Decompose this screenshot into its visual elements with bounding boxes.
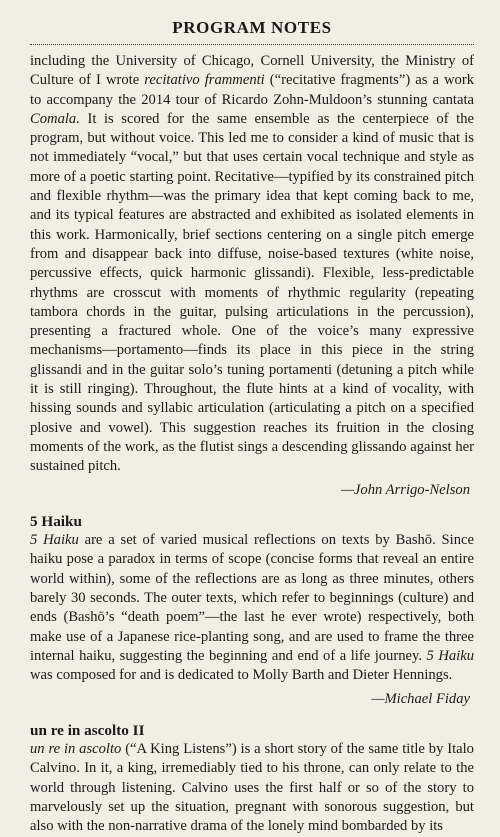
page-header: PROGRAM NOTES: [172, 18, 332, 37]
work-title-italic: 5 Haiku: [426, 647, 474, 664]
section-paragraph: [30, 531, 474, 685]
paragraph-text: including the University of Chicago, Cornell University, the Ministry of Culture of I wrote: [30, 53, 474, 89]
section-paragraph: [30, 740, 474, 836]
paragraph-text: are a set of varied musical reflections on texts by Bashō. Since haiku pose a paradox in terms of scope (concise forms that reveal an entire world within), some of the reflections are as long as three minutes, others barely 30 seconds. The outer texts, which refer to beginnings (culture) and ends (Bashō’s “death poem”—the last he ever wrote) respectively, both make use of a Japanese rice-planting song, and are used to frame the three internal haiku, suggesting the beginning and end of a life journey.: [30, 532, 474, 664]
header-divider: [30, 44, 474, 45]
paragraph-text: (“A King Listens”) is a short story of the same title by Italo Calvino. In it, a king, irremediably tied to his throne, can only relate to the world through listening. Calvino uses the first half or so of the story to marvelously set up the situation, pregnant with sonorous suggestion, but also with the non-narrative drama of the lonely mind bombarded by its: [30, 741, 474, 835]
author-signature: —Michael Fiday: [371, 690, 470, 707]
section-un-re-in-ascolto: [30, 721, 474, 837]
work-title-italic: un re in ascolto: [30, 741, 122, 758]
section-title: un re in ascolto II: [30, 721, 145, 739]
section-5-haiku: [30, 512, 474, 709]
work-title-italic: 5 Haiku: [30, 532, 79, 549]
section-recitativo-frammenti: [30, 52, 474, 500]
work-title-italic: recitativo frammenti: [144, 72, 265, 89]
paragraph-text: was composed for and is dedicated to Molly Barth and Dieter Hennings.: [30, 667, 453, 684]
section-paragraph: [30, 52, 474, 477]
section-title: 5 Haiku: [30, 512, 82, 530]
paragraph-text: (“recitative fragments”) as a work to accompany the 2014 tour of Ricardo Zohn-Muldoon’s stunning cantata: [30, 72, 474, 108]
work-title-italic: Comala.: [30, 110, 80, 127]
paragraph-text: It is scored for the same ensemble as the centerpiece of the program, but without voice. This led me to consider a kind of music that is not immediately “vocal,” but that uses certain vocal technique and style as more of a poetic starting point. Recitative—typified by its constrained pitch and flexible rhythm—was the primary idea that kept coming back to me, and its typical features are abstracted and exhibited as isolated elements in this work. Harmonically, brief sections centering on a single pitch emerge from and disappear back into diffuse, noise-based textures (white noise, percussive effects, quick harmonic glissandi). Flexible, less-predictable rhythms are crosscut with moments of rhythmic regularity (repeating tambora chords in the guitar, pulsing articulations in the percussion), presenting a fractured whole. One of the voice’s many expressive mechanisms—portamento—finds its place in this piece in the string glissandi and in the guitar solo’s tuning portamenti (detuning a pitch while it is still ringing). Throughout, the flute hints at a kind of vocality, with hissing sounds and syllabic articulation (articulating a pitch on a specified plosive and vowel). This suggestion reaches its fruition in the closing moments of the work, as the flutist sings a descending glissando against her sustained pitch.: [30, 110, 474, 475]
author-signature: —John Arrigo-Nelson: [340, 481, 470, 498]
